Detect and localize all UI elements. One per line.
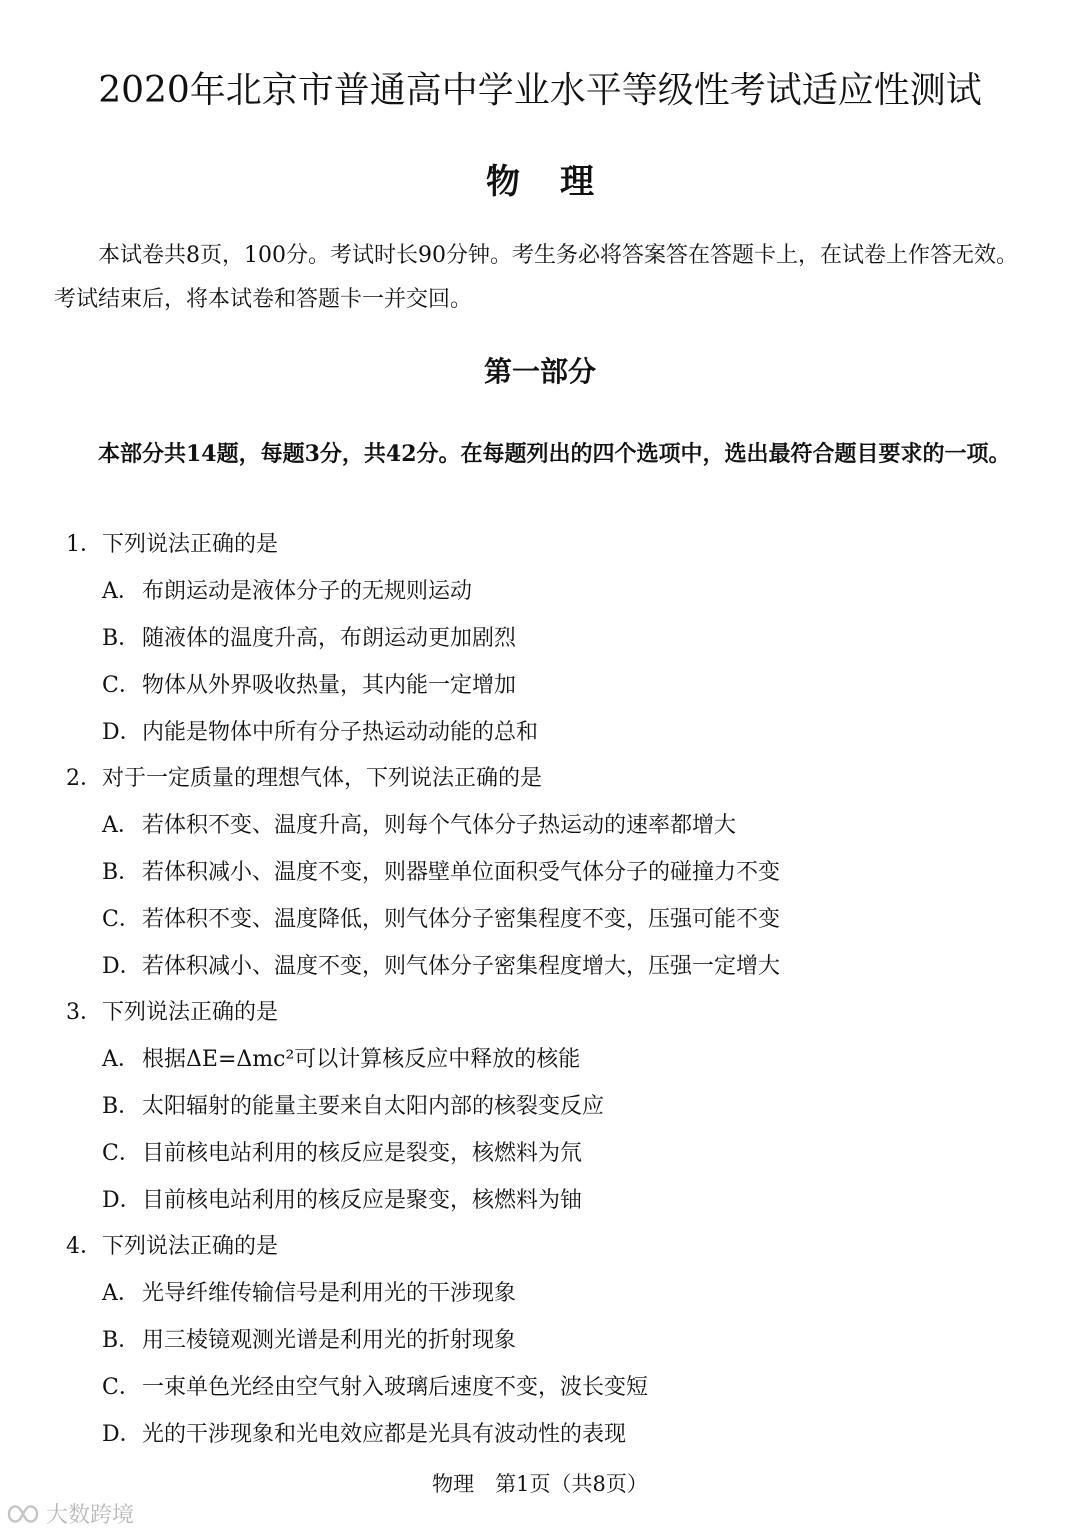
option-text-before: 根据 [142, 1047, 187, 1072]
option-a [0, 1270, 1080, 1317]
watermark-text: 大数跨境 [46, 1503, 135, 1528]
option-text: 光导纤维传输信号是利用光的干涉现象 [142, 1281, 517, 1306]
option-letter: C． [102, 907, 141, 932]
mass-energy-formula: ΔE=Δmc² [186, 1047, 295, 1072]
option-d [0, 943, 1080, 990]
option-letter: C． [102, 1141, 141, 1166]
question-1 [0, 522, 1080, 756]
option-letter: D． [102, 954, 142, 979]
option-text: 太阳辐射的能量主要来自太阳内部的核裂变反应 [142, 1094, 605, 1119]
option-d [0, 1177, 1080, 1224]
option-text: 布朗运动是液体分子的无规则运动 [142, 579, 473, 604]
option-a [0, 802, 1080, 849]
option-letter: D． [102, 1188, 142, 1213]
option-d [0, 709, 1080, 756]
option-letter: C． [102, 673, 141, 698]
option-text: 若体积减小、温度不变，则气体分子密集程度增大，压强一定增大 [142, 954, 781, 979]
option-b [0, 849, 1080, 896]
option-letter: B． [102, 1094, 141, 1119]
question-text: 对于一定质量的理想气体，下列说法正确的是 [102, 766, 543, 791]
question-stem [0, 1224, 1080, 1270]
option-text: 光的干涉现象和光电效应都是光具有波动性的表现 [142, 1422, 627, 1447]
option-text: 目前核电站利用的核反应是聚变，核燃料为铀 [142, 1188, 583, 1213]
question-list [0, 522, 1080, 1458]
option-letter: C． [102, 1375, 141, 1400]
option-text: 物体从外界吸收热量，其内能一定增加 [142, 673, 517, 698]
question-text: 下列说法正确的是 [102, 532, 279, 557]
option-text: 随液体的温度升高，布朗运动更加剧烈 [142, 626, 517, 651]
section-description: 本部分共14题，每题3分，共42分。在每题列出的四个选项中，选出最符合题目要求的一项。 [98, 441, 1011, 467]
question-number: 3． [66, 1000, 102, 1025]
exam-instructions: 本试卷共8页，100分。考试时长90分钟。考生务必将答案答在答题卡上，在试卷上作答无效。考试结束后，将本试卷和答题卡一并交回。 [54, 243, 1018, 312]
option-letter: A． [102, 813, 140, 838]
question-text: 下列说法正确的是 [102, 1000, 279, 1025]
option-letter: D． [102, 1422, 142, 1447]
option-text: 一束单色光经由空气射入玻璃后速度不变，波长变短 [142, 1375, 649, 1400]
exam-title: 2020年北京市普通高中学业水平等级性考试适应性测试 [98, 70, 982, 111]
option-text: 若体积不变、温度升高，则每个气体分子热运动的速率都增大 [142, 813, 737, 838]
option-text-after: 可以计算核反应中释放的核能 [294, 1047, 581, 1072]
option-a [0, 1036, 1080, 1083]
question-stem [0, 990, 1080, 1036]
question-number: 2． [66, 766, 102, 791]
option-c [0, 1130, 1080, 1177]
option-text: 若体积不变、温度降低，则气体分子密集程度不变，压强可能不变 [142, 907, 781, 932]
option-letter: D． [102, 720, 142, 745]
option-letter: B． [102, 860, 141, 885]
option-letter: B． [102, 1328, 141, 1353]
option-text: 用三棱镜观测光谱是利用光的折射现象 [142, 1328, 517, 1353]
section-title: 第一部分 [483, 355, 596, 388]
option-b [0, 615, 1080, 662]
option-d [0, 1411, 1080, 1458]
page-footer: 物理 第1页（共8页） [432, 1472, 648, 1496]
subject-title: 物理 [486, 162, 634, 202]
option-letter: A． [102, 579, 140, 604]
question-number: 4． [66, 1234, 102, 1259]
option-a [0, 568, 1080, 615]
option-text: 若体积减小、温度不变，则器壁单位面积受气体分子的碰撞力不变 [142, 860, 781, 885]
question-4 [0, 1224, 1080, 1458]
option-c [0, 896, 1080, 943]
brand-logo-icon [6, 1501, 40, 1527]
option-c [0, 662, 1080, 709]
question-3 [0, 990, 1080, 1224]
question-text: 下列说法正确的是 [102, 1234, 279, 1259]
question-stem [0, 756, 1080, 802]
option-text: 内能是物体中所有分子热运动动能的总和 [142, 720, 539, 745]
question-2 [0, 756, 1080, 990]
option-b [0, 1083, 1080, 1130]
option-text: 目前核电站利用的核反应是裂变，核燃料为氘 [142, 1141, 583, 1166]
option-b [0, 1317, 1080, 1364]
watermark [6, 1498, 134, 1529]
option-c [0, 1364, 1080, 1411]
option-letter: A． [102, 1047, 140, 1072]
option-letter: B． [102, 626, 141, 651]
option-letter: A． [102, 1281, 140, 1306]
question-number: 1． [66, 532, 102, 557]
question-stem [0, 522, 1080, 568]
